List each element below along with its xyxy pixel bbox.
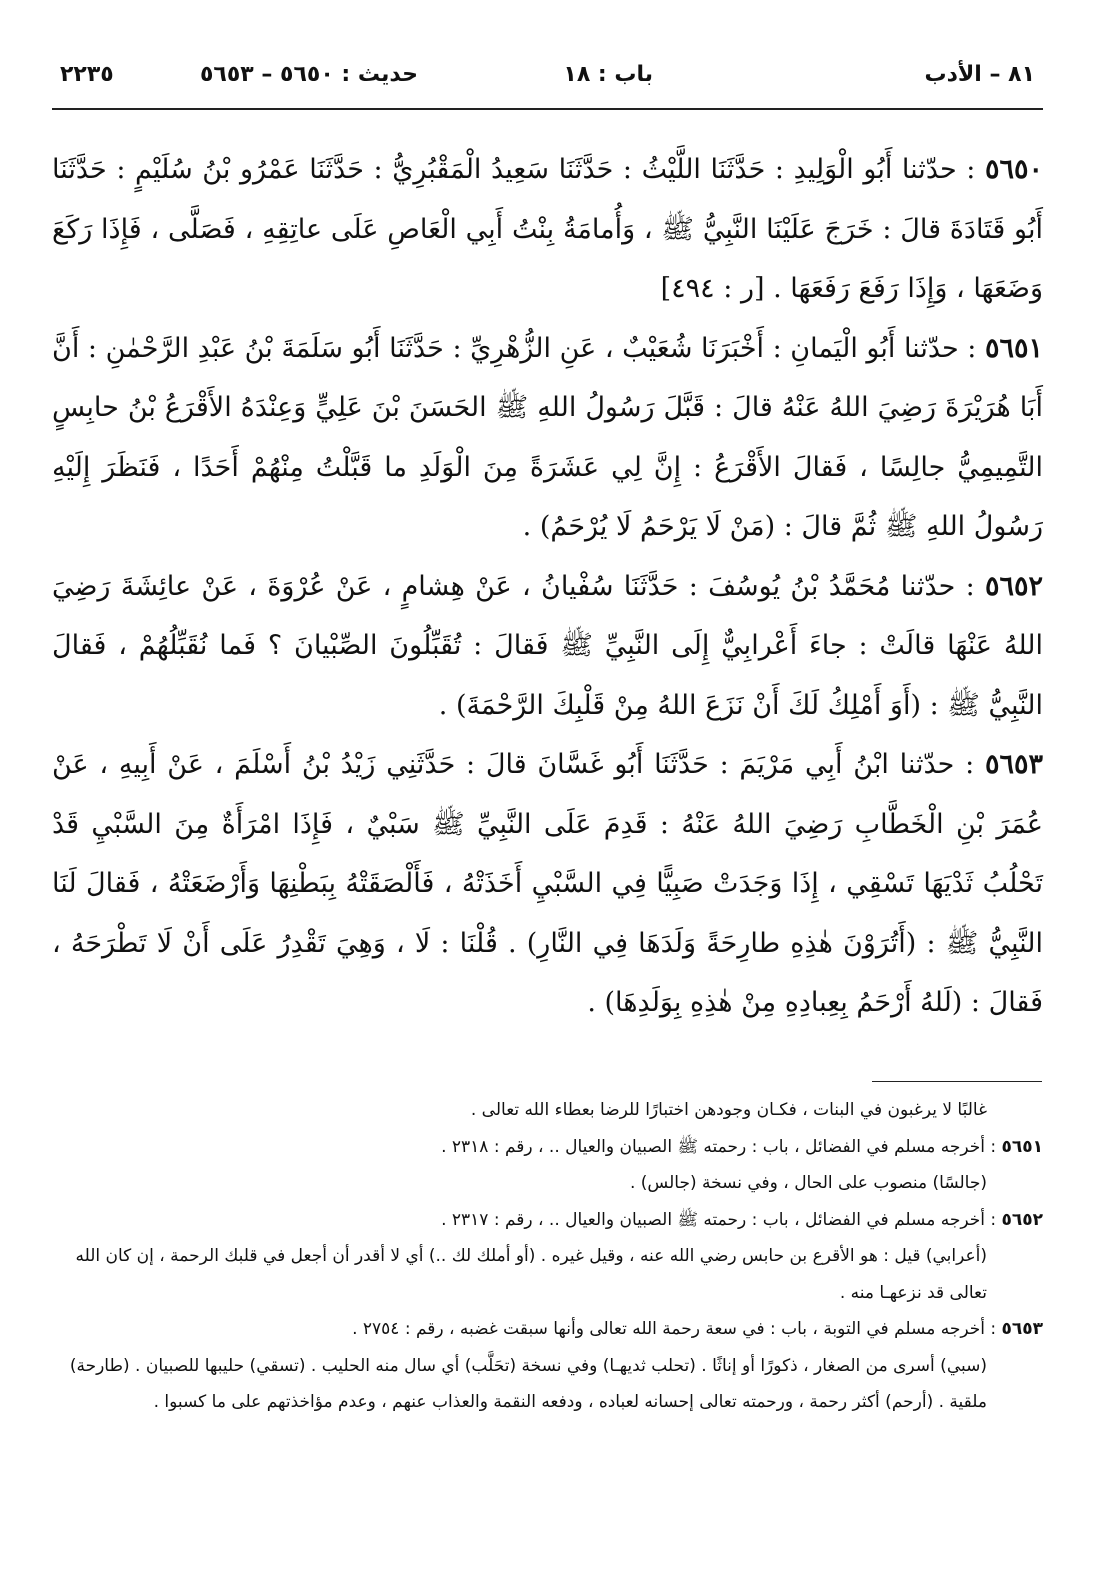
- hadith-range: حديث : ٥٦٥٠ – ٥٦٥٣: [200, 62, 418, 87]
- footnote-5653-gloss: (سبي) أسرى من الصغار ، ذكورًا أو إناثًا . (تحلب ثديهـا) وفي نسخة (تحَلَّب) أي سال منه الحليب . (تسقي) حليبها للصبيان . (طارحة) ملقية . (أرحم) أكثر رحمة ، ورحمته تعالى إحسانه لعباده ، ودفعه النقمة والعذاب عنهم ، وعدم مؤاخذتهم على ما كسبوا .: [69, 1355, 987, 1412]
- hadith-body: [52, 140, 1043, 1033]
- hadith-text: : حدّثنا أَبُو الْيَمانِ : أَخْبَرَنَا شُعَيْبٌ ، عَنِ الزُّهْرِيِّ : حَدَّثَنَا أَبُو سَلَمَةَ بْنُ عَبْدِ الرَّحْمٰنِ : أَنَّ أَبَا هُرَيْرَةَ رَضِيَ اللهُ عَنْهُ قالَ : قَبَّلَ رَسُولُ اللهِ ﷺ الحَسَنَ بْنَ عَلِيٍّ وَعِنْدَهُ الأَقْرَعُ بْنُ حابِسٍ التَّمِيمِيُّ جالِسًا ، فَقالَ الأَقْرَعُ : إِنَّ لِي عَشَرَةً مِنَ الْوَلَدِ ما قَبَّلْتُ مِنْهُمْ أَحَدًا ، فَنَظَرَ إِلَيْهِ رَسُولُ اللهِ ﷺ ثُمَّ قالَ : (مَنْ لَا يَرْحَمُ لَا يُرْحَمُ) .: [52, 332, 1043, 542]
- hadith-text: : حدّثنا أَبُو الْوَلِيدِ : حَدَّثَنَا اللَّيْثُ : حَدَّثَنَا سَعِيدُ الْمَقْبُرِيُّ : حَدَّثَنَا عَمْرُو بْنُ سُلَيْمٍ : حَدَّثَنَا أَبُو قَتَادَةَ قالَ : خَرَجَ عَلَيْنَا النَّبِيُّ ﷺ ، وَأُمامَةُ بِنْتُ أَبِي الْعَاصِ عَلَى عاتِقِهِ ، فَصَلَّى ، فَإِذَا رَكَعَ وَضَعَهَا ، وَإِذَا رَفَعَ رَفَعَهَا . [ر : ٤٩٤]: [52, 154, 1043, 304]
- footnote-continuation: غالبًا لا يرغبون في البنات ، فكـان وجودهن اختبارًا للرضا بعطاء الله تعالى .: [470, 1100, 987, 1120]
- footnote-5651-gloss: (جالسًا) منصوب على الحال ، وفي نسخة (جالس) .: [629, 1173, 987, 1193]
- header-divider: [52, 108, 1043, 110]
- footnote-text: : أخرجه مسلم في التوبة ، باب : في سعة رحمة الله تعالى وأنها سبقت غضبه ، رقم : ٢٧٥٤ .: [352, 1319, 997, 1339]
- footnote-number: ٥٦٥٢: [1001, 1209, 1043, 1230]
- chapter-title: ٨١ – الأدب: [924, 62, 1035, 87]
- hadith-number: ٥٦٥١: [984, 332, 1043, 364]
- hadith-number: ٥٦٥٣: [984, 749, 1043, 780]
- footnote-text: : أخرجه مسلم في الفضائل ، باب : رحمته ﷺ الصبيان والعيال .. ، رقم : ٢٣١٨ .: [441, 1136, 997, 1157]
- hadith-number: ٥٦٥٢: [984, 570, 1043, 602]
- running-header: [52, 62, 1043, 102]
- hadith-text: : حدّثنا ابْنُ أَبِي مَرْيَمَ : حَدَّثَنَا أَبُو غَسَّانَ قالَ : حَدَّثَنِي زَيْدُ بْنُ أَسْلَمَ ، عَنْ أَبِيهِ ، عَنْ عُمَرَ بْنِ الْخَطَّابِ رَضِيَ اللهُ عَنْهُ : قَدِمَ عَلَى النَّبِيِّ ﷺ سَبْيٌ ، فَإِذَا امْرَأَةٌ مِنَ السَّبْيِ قَدْ تَحْلُبُ ثَدْيَهَا تَسْقِي ، إِذَا وَجَدَتْ صَبِيًّا فِي السَّبْيِ أَخَذَتْهُ ، فَأَلْصَقَتْهُ بِبَطْنِهَا وَأَرْضَعَتْهُ ، فَقالَ لَنَا النَّبِيُّ ﷺ : (أَتُرَوْنَ هٰذِهِ طارِحَةً وَلَدَهَا فِي النَّارِ) . قُلْنَا : لَا ، وَهِيَ تَقْدِرُ عَلَى أَنْ لَا تَطْرَحَهُ ، فَقالَ : (لَلهُ أَرْحَمُ بِعِبادِهِ مِنْ هٰذِهِ بِوَلَدِهَا) .: [52, 749, 1043, 1018]
- hadith-5651: [52, 319, 1043, 557]
- page-number: ٢٢٣٥: [60, 62, 114, 87]
- footnote-5652: [52, 1202, 1043, 1239]
- footnote-number: ٥٦٥١: [1001, 1136, 1043, 1157]
- hadith-text: : حدّثنا مُحَمَّدُ بْنُ يُوسُفَ : حَدَّثَنَا سُفْيانُ ، عَنْ هِشامٍ ، عَنْ عُرْوَةَ ، عَنْ عائِشَةَ رَضِيَ اللهُ عَنْهَا قالَتْ : جاءَ أَعْرابِيٌّ إِلَى النَّبِيِّ ﷺ فَقالَ : تُقَبِّلُونَ الصِّبْيانَ ؟ فَما نُقَبِّلُهُمْ ، فَقالَ النَّبِيُّ ﷺ : (أَوَ أَمْلِكُ لَكَ أَنْ نَزَعَ اللهُ مِنْ قَلْبِكَ الرَّحْمَةَ) .: [52, 570, 1043, 721]
- footnote-text: : أخرجه مسلم في الفضائل ، باب : رحمته ﷺ الصبيان والعيال .. ، رقم : ٢٣١٧ .: [441, 1209, 997, 1230]
- hadith-5650: [52, 140, 1043, 319]
- footnote-5651: [52, 1129, 1043, 1166]
- footnotes: [52, 1092, 1043, 1421]
- footnote-divider: [872, 1081, 1042, 1082]
- footnote-5653: [52, 1311, 1043, 1348]
- hadith-5652: [52, 557, 1043, 736]
- hadith-5653: [52, 735, 1043, 1033]
- bab-label: باب : ١٨: [563, 62, 653, 87]
- footnote-5652-gloss: (أعرابي) قيل : هو الأقرع بن حابس رضي الله عنه ، وقيل غيره . (أو أملك لك ..) أي لا أقدر أن أجعل في قلبك الرحمة ، إن كان الله تعالى قد نزعهـا منه .: [75, 1246, 987, 1303]
- hadith-number: ٥٦٥٠: [984, 154, 1043, 185]
- footnote-number: ٥٦٥٣: [1001, 1319, 1043, 1339]
